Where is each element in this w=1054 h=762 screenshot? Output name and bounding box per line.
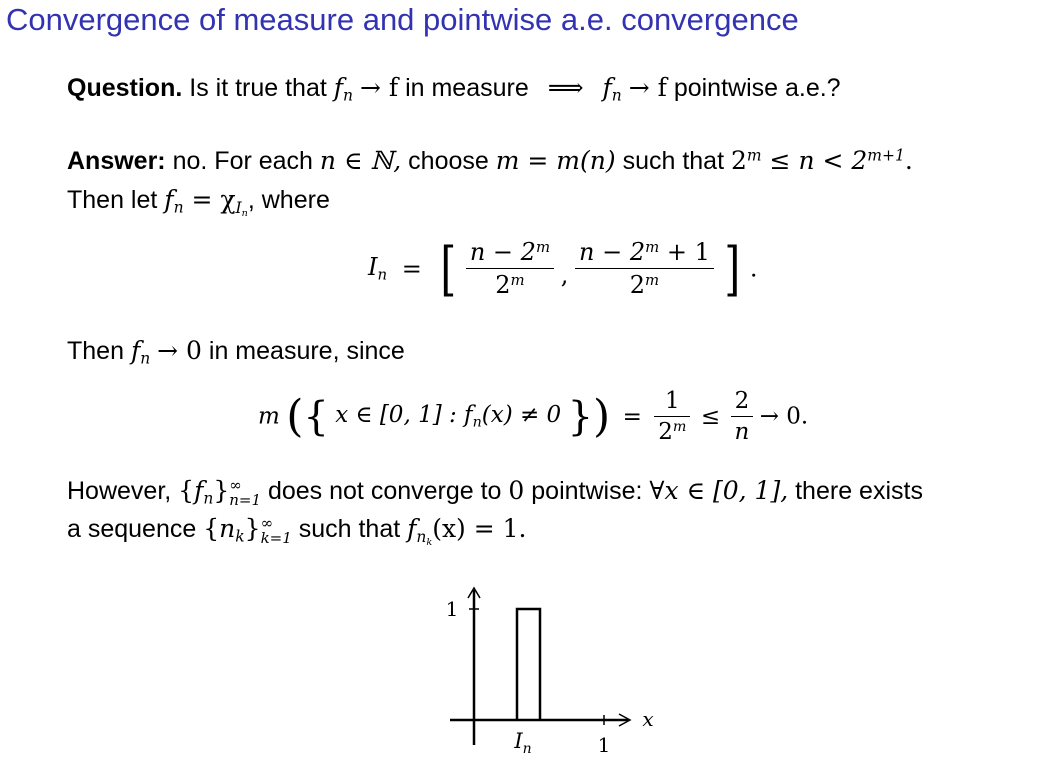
interval-equals: = [401, 254, 422, 283]
measure-fraction-1: $\frac{1}{2^m}$ [654, 388, 690, 445]
measure-limit: → 0. [759, 403, 809, 430]
x-tick-label: 1 [597, 733, 611, 757]
however-text-2: does not converge to [267, 477, 502, 505]
measure-equals: = [622, 403, 642, 430]
however-math-forall: ∀x ∈ [0, 1], [649, 476, 789, 505]
question-arrow-2: → f [628, 73, 667, 102]
then-text-1: Then [67, 337, 124, 365]
answer-math-1: n ∈ ℕ, [319, 146, 402, 175]
slide-title: Convergence of measure and pointwise a.e. convergence [6, 2, 799, 37]
then-text-2: in measure, since [208, 337, 405, 365]
measure-leq: ≤ [700, 403, 721, 430]
implies-symbol: ⟹ [547, 73, 584, 102]
indicator-pulse [517, 609, 540, 720]
however-text-3: pointwise: [531, 477, 643, 505]
x-axis-arrow [619, 714, 630, 726]
answer-line2-text-2: , where [247, 186, 330, 214]
question-math-fn-2: $f_n$ [602, 73, 622, 105]
y-axis-arrow [468, 588, 480, 598]
however-line2-text-1: a sequence [67, 515, 197, 543]
answer-line2-math: $f_n = \chi_{I_n}$ [164, 185, 248, 219]
answer-text-1: no. For each [172, 147, 313, 175]
y-tick-label: 1 [445, 597, 459, 621]
answer-line-2 [67, 185, 330, 219]
then-math-fn: $f_n$ [130, 336, 151, 368]
then-math-limit: → 0 [157, 336, 202, 365]
however-line2-text-2: such that [298, 515, 401, 543]
interval-label: $I_n$ [514, 729, 532, 757]
left-bracket: [ [439, 234, 456, 303]
question-math-fn: $f_n$ [333, 73, 354, 105]
however-line-2 [67, 514, 527, 548]
question-text-2: in measure [405, 74, 529, 102]
then-line [67, 336, 405, 368]
however-line2-fnk: $f_{n_k}(x) = 1$. [407, 514, 527, 548]
x-axis-label: x [642, 707, 654, 731]
answer-line2-text-1: Then let [67, 186, 158, 214]
answer-text-2: choose [408, 147, 489, 175]
however-text-1: However, [67, 477, 172, 505]
interval-fraction-2: $\frac{n - 2^m + 1}{2^m}$ [575, 238, 714, 299]
however-line-1 [67, 476, 923, 508]
however-text-4: there exists [795, 477, 923, 505]
however-math-seq: $\{f_n\}$ ∞ n=1 [178, 476, 262, 509]
however-math-zero: 0 [508, 476, 525, 505]
answer-line-1 [67, 146, 913, 176]
interval-lhs: $I_n$ [368, 253, 388, 284]
answer-text-3: such that [622, 147, 725, 175]
measure-fraction-2: $\frac{2}{n}$ [731, 388, 754, 445]
answer-math-3: $2^m \le n < 2^{m+1}$. [730, 146, 913, 175]
question-line [67, 73, 841, 105]
measure-set: x ∈ [0, 1] : $f_n(x) \ne 0$ [335, 402, 562, 431]
interval-definition: $I_n$ = [ $\frac{n - 2^m}{2^m}$ , $\frac{n - 2^m + 1}{2^m}$ ] . [368, 234, 758, 303]
measure-m: m [258, 403, 280, 430]
question-text-3: pointwise a.e.? [673, 74, 841, 102]
interval-period: . [749, 254, 758, 283]
question-arrow-1: → f [359, 73, 399, 102]
question-label: Question. [67, 74, 183, 102]
answer-label: Answer: [67, 147, 166, 175]
however-line2-seq: $\{n_k\}$ ∞ k=1 [203, 514, 292, 547]
answer-math-2: m = m(n) [495, 146, 616, 175]
question-text-1: Is it true that [189, 74, 327, 102]
measure-equation: m ({ x ∈ [0, 1] : $f_n(x) \ne 0$ }) = $\frac{1}{2^m}$ ≤ $\frac{2}{n}$ → 0. [258, 388, 809, 445]
right-bracket: ] [723, 234, 740, 303]
interval-fraction-1: $\frac{n - 2^m}{2^m}$ [466, 238, 554, 299]
